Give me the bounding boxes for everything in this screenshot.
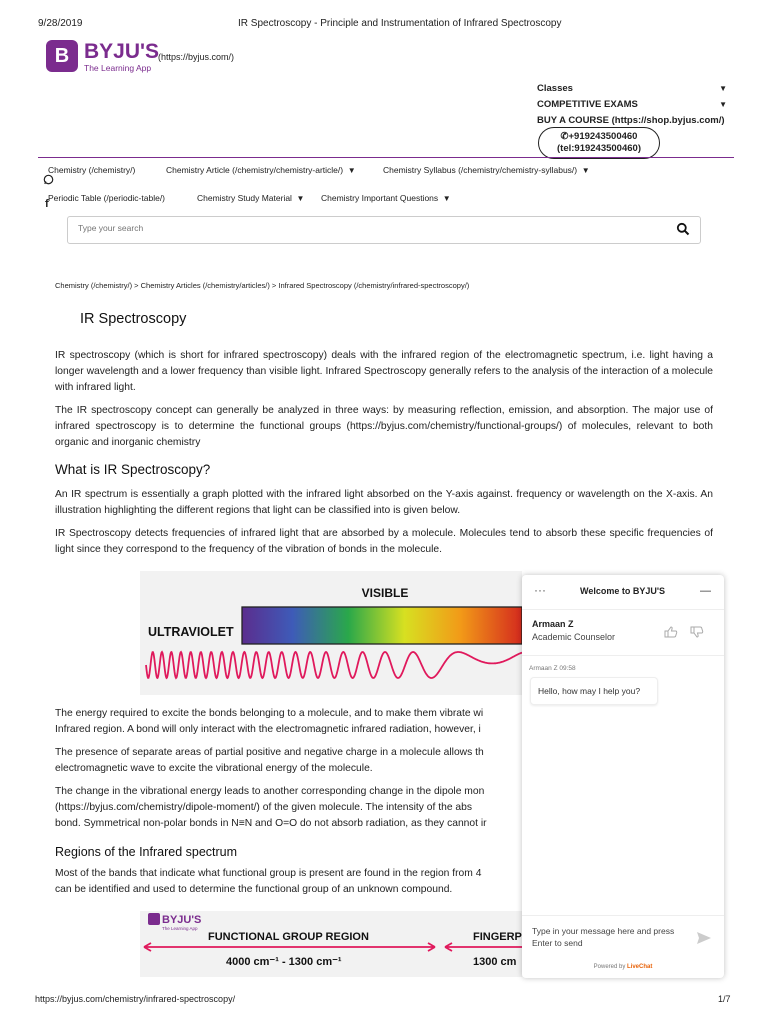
fig-logo-tagline: The Learning App (162, 926, 198, 931)
chat-agent-name: Armaan Z (532, 619, 574, 629)
send-icon[interactable] (696, 931, 712, 950)
subnav-syllabus-label: Chemistry Syllabus (/chemistry/chemistry-syllabus/) (383, 165, 578, 175)
functional-region-label: FUNCTIONAL GROUP REGION (208, 931, 369, 943)
charge-line-2: electromagnetic wave to excite the vibrational energy of the molecule. (55, 763, 373, 774)
caret-down-icon: ▼ (294, 194, 305, 203)
chat-message-meta: Armaan Z 09:58 (529, 665, 576, 672)
intro-paragraph: IR spectroscopy (which is short for infrared spectroscopy) deals with the infrared region of the electromagnetic spectrum, i.e. light having a longer wavelength and a lower frequency than visible light. Infrared Spectroscopy generally refers to the analysis of the interaction of a molecule with infrared light. (55, 350, 713, 393)
subnav-periodic[interactable]: Periodic Table (/periodic-table/) (48, 193, 166, 203)
dipole-line-1: The change in the vibrational energy leads to another corresponding change in the dipole mon (55, 786, 485, 797)
wave-line (146, 652, 522, 678)
phone-button[interactable] (538, 127, 660, 159)
fig-logo-name: BYJU'S (162, 914, 202, 926)
chat-divider (522, 655, 724, 656)
chat-powered-by[interactable] (522, 964, 724, 970)
header-divider (38, 157, 734, 158)
nav-classes[interactable] (537, 80, 727, 96)
chat-input-divider (522, 915, 724, 916)
ultraviolet-label: ULTRAVIOLET (148, 625, 234, 639)
chat-message-text: Hello, how may I help you? (538, 686, 641, 696)
concept-paragraph: The IR spectroscopy concept can generally be analyzed in three ways: by measuring reflection, emission, and absorption. The major use of infrared spectroscopy is to determine the functional groups (https://byjus.com/chemistry/functional-groups/) of molecules, relevant to both organic and inorganic chemistry (55, 405, 713, 448)
search-bar (67, 216, 701, 244)
caret-down-icon: ▼ (719, 83, 727, 93)
regions-line-1: Most of the bands that indicate what functional group is present are found in the region from 4 (55, 868, 482, 879)
visible-label: VISIBLE (361, 586, 409, 600)
caret-down-icon: ▼ (719, 99, 727, 109)
livechat-widget (522, 575, 724, 978)
breadcrumb[interactable]: Chemistry (/chemistry/) > Chemistry Articles (/chemistry/articles/) > Infrared Spectroscopy (/chemistry/infrared-spectroscopy/) (55, 281, 470, 290)
logo-url: (https://byjus.com/) (158, 52, 235, 62)
search-input[interactable] (76, 222, 640, 234)
subnav-article[interactable] (166, 165, 356, 175)
livechat-brand: LiveChat (627, 964, 653, 970)
byjus-logo-icon: B (46, 40, 78, 72)
regions-line-2: can be identified and used to determine the functional group of an unknown compound. (55, 884, 453, 895)
subnav-study[interactable] (197, 193, 304, 203)
energy-line-1: The energy required to excite the bonds belonging to a molecule, and to make them vibrate wi (55, 708, 484, 719)
search-icon[interactable] (676, 222, 690, 241)
fingerprint-range-label: 1300 cm (473, 956, 517, 968)
caret-down-icon: ▼ (345, 166, 356, 175)
powered-text: Powered by (593, 964, 627, 970)
phone-tel: (tel:919243500460) (557, 143, 641, 154)
top-nav (537, 80, 727, 128)
logo-name: BYJU'S (84, 40, 160, 63)
charge-paragraph (55, 745, 521, 777)
page-number: 1/7 (718, 994, 731, 1004)
energy-paragraph (55, 706, 521, 738)
chat-menu-icon[interactable]: ··· (534, 583, 546, 597)
nav-buy-label: BUY A COURSE (https://shop.byjus.com/) (537, 114, 725, 126)
byjus-logo-link[interactable] (46, 40, 235, 74)
subnav-questions-label: Chemistry Important Questions (321, 193, 439, 203)
phone-icon: ✆ (560, 131, 569, 142)
charge-line-1: The presence of separate areas of partial positive and negative charge in a molecule allows th (55, 747, 484, 758)
facebook-icon[interactable]: f (45, 198, 49, 210)
fingerprint-region-label: FINGERP (473, 931, 522, 943)
whatsapp-icon[interactable] (43, 174, 54, 188)
frequency-paragraph: IR Spectroscopy detects frequencies of infrared light that are absorbed by a molecule. Molecules tend to absorb these specific frequencies of light since they correspond to the frequency of the vibration of bonds in the molecule. (55, 528, 713, 555)
print-page-title: IR Spectroscopy - Principle and Instrumentation of Infrared Spectroscopy (238, 18, 562, 29)
phone-number: +919243500460 (568, 131, 638, 142)
subnav-chemistry[interactable]: Chemistry (/chemistry/) (48, 165, 136, 175)
thumbs-down-icon[interactable] (690, 625, 704, 643)
subnav-article-label: Chemistry Article (/chemistry/chemistry-article/) (166, 165, 344, 175)
logo-tagline: The Learning App (84, 63, 152, 73)
nav-buy-course[interactable] (537, 112, 727, 128)
caret-down-icon: ▼ (440, 194, 451, 203)
dipole-line-3: bond. Symmetrical non-polar bonds in N≡N and O=O do not absorb radiation, as they cannot ir (55, 818, 487, 829)
fig-logo-icon (148, 913, 160, 925)
functional-range-label: 4000 cm⁻¹ - 1300 cm⁻¹ (226, 956, 342, 968)
regions-figure (140, 911, 522, 977)
section-heading-regions: Regions of the Infrared spectrum (55, 845, 238, 859)
spectrum-figure (140, 571, 522, 695)
functional-range-arrow (144, 943, 435, 951)
chat-header (522, 575, 724, 610)
fingerprint-range-arrow (445, 943, 522, 951)
chat-message-input[interactable]: Type in your message here and press Enter to send (532, 926, 675, 948)
thumbs-up-icon[interactable] (664, 625, 678, 643)
regions-paragraph (55, 866, 521, 898)
chat-agent-role: Academic Counselor (532, 632, 616, 642)
print-date: 9/28/2019 (38, 18, 83, 29)
energy-line-2: Infrared region. A bond will only interact with the electromagnetic infrared radiation, however, i (55, 724, 481, 735)
subnav-study-label: Chemistry Study Material (197, 193, 292, 203)
footer-url: https://byjus.com/chemistry/infrared-spectroscopy/ (35, 994, 236, 1004)
nav-competitive-exams[interactable] (537, 96, 727, 112)
nav-classes-label: Classes (537, 82, 573, 94)
nav-competitive-label: COMPETITIVE EXAMS (537, 98, 638, 110)
subnav-questions[interactable] (321, 193, 451, 203)
section-heading-what: What is IR Spectroscopy? (55, 462, 211, 477)
page-title: IR Spectroscopy (80, 311, 187, 327)
caret-down-icon: ▼ (579, 166, 590, 175)
chat-message-bubble (530, 677, 658, 705)
subnav-syllabus[interactable] (383, 165, 590, 175)
visible-spectrum-bar (242, 607, 522, 644)
chat-minimize-button[interactable]: — (700, 585, 711, 597)
dipole-paragraph (55, 784, 521, 832)
dipole-line-2: (https://byjus.com/chemistry/dipole-moment/) of the given molecule. The intensity of the abs (55, 802, 473, 813)
chat-title: Welcome to BYJU'S (580, 586, 665, 596)
spectrum-paragraph: An IR spectrum is essentially a graph plotted with the infrared light absorbed on the Y-axis against. frequency or wavelength on the X-axis. An illustration highlighting the different regions that light can be classified into is given below. (55, 489, 713, 516)
